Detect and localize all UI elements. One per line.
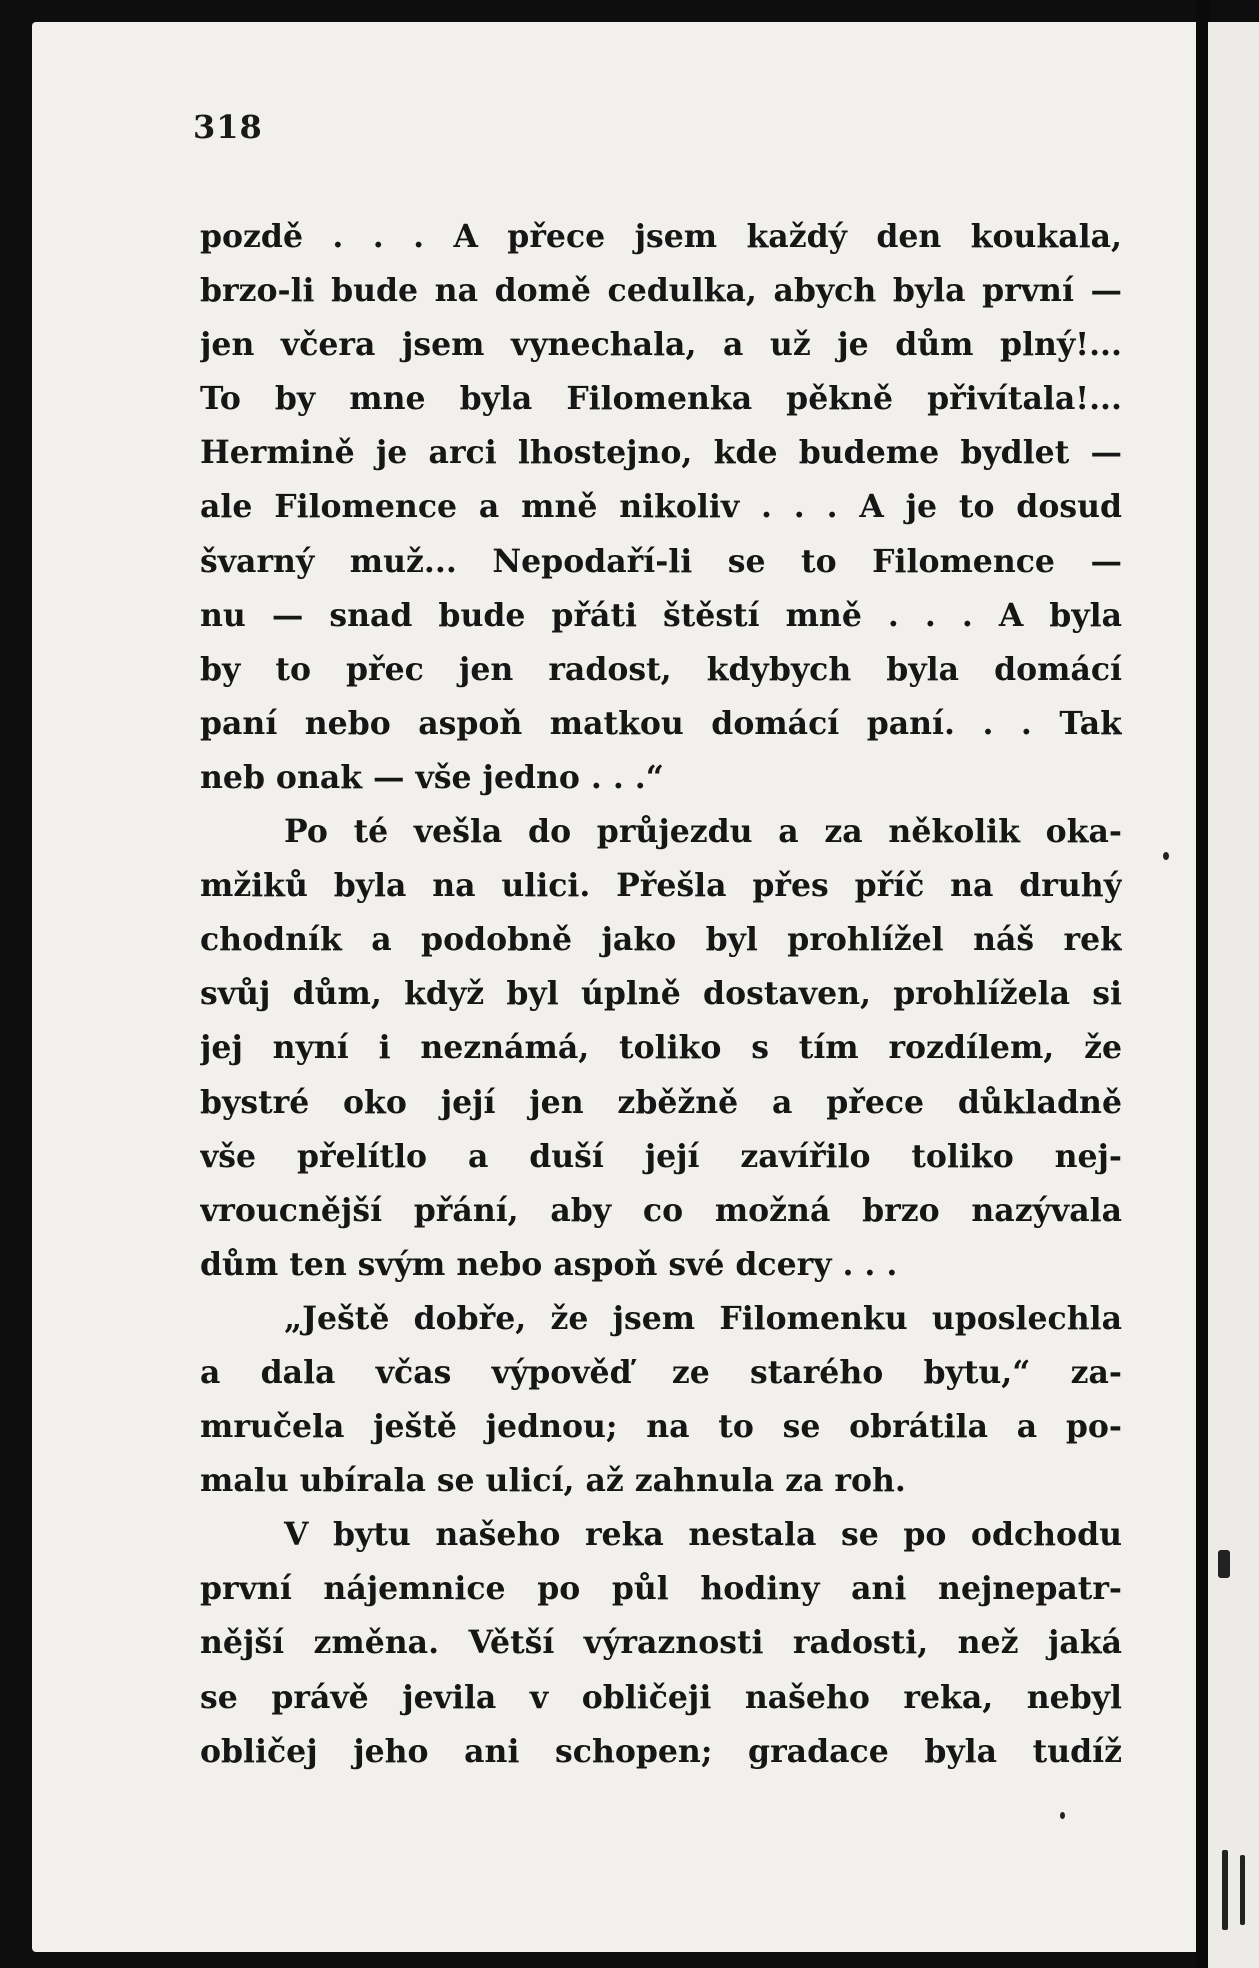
text-line: dům ten svým nebo aspoň své dcery . . . xyxy=(200,1245,898,1283)
text-line: švarný muž... Nepodaří-li se to Filomence — xyxy=(200,542,1122,580)
text-line: mžiků byla na ulici. Přešla přes příč na druhý xyxy=(200,867,1122,905)
text-line: „Ještě dobře, že jsem Filomenku uposlechla xyxy=(284,1299,1122,1337)
text-line: V bytu našeho reka nestala se po odchodu xyxy=(284,1516,1122,1554)
text-line: To by mne byla Filomenka pěkně přivítala!... xyxy=(200,380,1122,418)
text-line: mručela ještě jednou; na to se obrátila a po- xyxy=(200,1408,1122,1446)
text-line: a dala včas výpověď ze starého bytu,“ za- xyxy=(200,1353,1122,1391)
text-line: Po té vešla do průjezdu a za několik oka- xyxy=(284,813,1122,851)
text-line: se právě jevila v obličeji našeho reka, nebyl xyxy=(200,1678,1122,1716)
text-line: nu — snad bude přáti štěstí mně . . . A byla xyxy=(200,596,1122,634)
ink-speck xyxy=(1060,1812,1065,1819)
ink-speck xyxy=(1163,852,1169,860)
text-line: bystré oko její jen zběžně a přece důkladně xyxy=(200,1083,1122,1121)
text-line: neb onak — vše jedno . . .“ xyxy=(200,758,664,796)
text-line: by to přec jen radost, kdybych byla domácí xyxy=(200,650,1122,688)
page-number: 318 xyxy=(193,108,263,146)
text-line: malu ubírala se ulicí, až zahnula za roh. xyxy=(200,1462,906,1500)
adjacent-page-edge xyxy=(1208,22,1259,1968)
text-line: jen včera jsem vynechala, a už je dům plný!... xyxy=(200,326,1122,364)
text-line: chodník a podobně jako byl prohlížel náš rek xyxy=(200,921,1122,959)
ink-speck xyxy=(1240,1855,1245,1925)
text-line: nější změna. Větší výraznosti radosti, než jaká xyxy=(200,1624,1122,1662)
text-line: brzo-li bude na domě cedulka, abych byla první — xyxy=(200,272,1122,310)
text-line: ale Filomence a mně nikoliv . . . A je to dosud xyxy=(200,488,1122,526)
text-line: obličej jeho ani schopen; gradace byla tudíž xyxy=(200,1732,1122,1770)
body-text xyxy=(200,210,1122,1779)
text-line: Hermině je arci lhostejno, kde budeme bydlet — xyxy=(200,434,1122,472)
text-line: vše přelítlo a duší její zavířilo toliko nej- xyxy=(200,1137,1122,1175)
text-line: svůj dům, když byl úplně dostaven, prohlížela si xyxy=(200,975,1122,1013)
ink-speck xyxy=(1218,1550,1230,1578)
text-line: jej nyní i neznámá, toliko s tím rozdílem, že xyxy=(200,1029,1122,1067)
text-line: první nájemnice po půl hodiny ani nejnepatr- xyxy=(200,1570,1122,1608)
text-line: pozdě . . . A přece jsem každý den koukala, xyxy=(200,218,1122,255)
text-line: paní nebo aspoň matkou domácí paní. . . Tak xyxy=(200,704,1122,742)
ink-speck xyxy=(1222,1850,1228,1930)
text-line: vroucnější přání, aby co možná brzo nazývala xyxy=(200,1191,1122,1229)
